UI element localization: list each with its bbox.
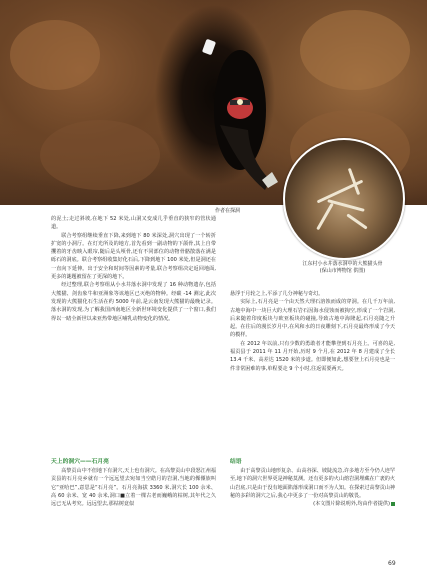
rock-texture [300, 10, 410, 90]
section-heading-conclusion: 结语 [230, 459, 242, 465]
paragraph: 经过整理,联合考察组从小水井落水洞中发现了 16 种动物遗存,包括大熊猫、剑齿象牛和亚洲象等该地区已灭绝的物种。经碳 -14 测定,此次发现的大熊猫化石生活在约 5000 年前,是云南发现大熊猫的最晚记录。落水洞的发现,为了解我国西南地区全新世环境变化提供了一个窗口,我们得以一睹全新世以来亚热带地区哺乳动物变化的情况。 [51, 282, 216, 322]
bone-shape [316, 203, 334, 230]
inset-caption [275, 261, 410, 275]
bone-shape [346, 213, 367, 229]
photo-credit: 作者在探洞 [215, 208, 241, 214]
paragraph: 由于高黎贡山地形复杂、山高谷深、坡陡流急,许多地方至今仍人迹罕至,地下的洞穴世界更是神秘莫测。还有更多的火山熔岩洞埋藏在广袤的火山岩底,只是由于没有地面陷落形成洞口而不为人知。在探索过高黎贡山神秘的多彩的洞穴之后,我心中更多了一份对高黎贡山的敬畏。 [230, 468, 395, 499]
inset-caption-line2: (保山市博物馆 供图) [319, 268, 366, 274]
bone-inset-photo [283, 138, 405, 260]
paragraph: 高黎贡山中不但地下有洞穴,天上也有洞穴。在高黎贡山中段怒江州福贡县的石月亮乡就有一个远远望去宛如当空皓月的岩洞,当地的傈僳族叫它“亚哈巴”,意思是“石月亮”。石月亮海拔 3360 米,洞穴长 100 余米、高 60 余米、宽 40 余米,洞口■立着一棵古老而巍峨的枯树,其年代之久远已无从考究。远远望去,那枯树竟似 [51, 468, 216, 508]
section-heading-stone-moon: 天上的洞穴——石月亮 [51, 459, 109, 465]
paragraph: 实际上,石月亮是一个由天然大理石溶蚀而成的穿洞。在几千万年前,古地中海中一块巨大的大理石岩石因海水侵蚀而被掏空,形成了一个岩洞,后来随着印度板块与欧亚板块的碰撞,导致古地中海隆起,石月亮随之升起。在往后的漫长岁月中,在风和水的日夜雕刻下,石月亮最终形成了今天的模样。 [230, 299, 395, 339]
paragraph: 悬浮于月轮之上,平添了几分神秘与奇幻。 [230, 291, 324, 297]
caver-figure [170, 30, 290, 205]
rock-texture [40, 120, 160, 190]
paragraph: 联合考察组继续垂直下降,来到地下 80 米深处,洞穴出现了一个转折扩宽的小洞厅。在灯光所及的地方,首先看到一副动物的下颌骨,其上自带攫着的牙齿映入眼帘,随后是头颅骨,还有不同部位的动物骨骼散落在满是砾石的洞底。联合考察组收集好化石后,下降到地下 100 米处,但是洞还在一直向下延伸。出于安全和时间等因素的考量,联合考察组决定返回地面,更多的谜题被留在了更深的地下。 [51, 232, 216, 281]
inset-caption-line1: 江东村小水井落水洞中的大熊猫头骨 [302, 261, 383, 267]
right-text-column-conclusion [230, 467, 395, 508]
paragraph: 在 2012 年以前,只有少数的勇敢者才能攀登到石月亮上。可喜的是,福贡县于 2011 年 11 月开始,历时 9 个月,在 2012 年 8 月建成了全长 13.4 千米、高差达 1520 米的步道。但即便如此,想要登上石月亮也是一件非常困难的事,单程要走 9 个小时,往返需要两天。 [230, 340, 395, 372]
signoff [230, 500, 395, 508]
right-text-column [230, 290, 395, 373]
left-text-column [51, 215, 216, 323]
paragraph: 的泥土;走过斜坡,在地下 52 米处,山洞又变成几乎垂直的狭窄的管状通道。 [51, 216, 216, 231]
left-text-column-continued [51, 467, 216, 508]
signoff-text: (本文图片除说明外,均由作者提供) [313, 501, 390, 508]
rock-texture [10, 20, 100, 90]
page-number: 69 [388, 560, 396, 567]
end-mark-icon [391, 502, 395, 506]
